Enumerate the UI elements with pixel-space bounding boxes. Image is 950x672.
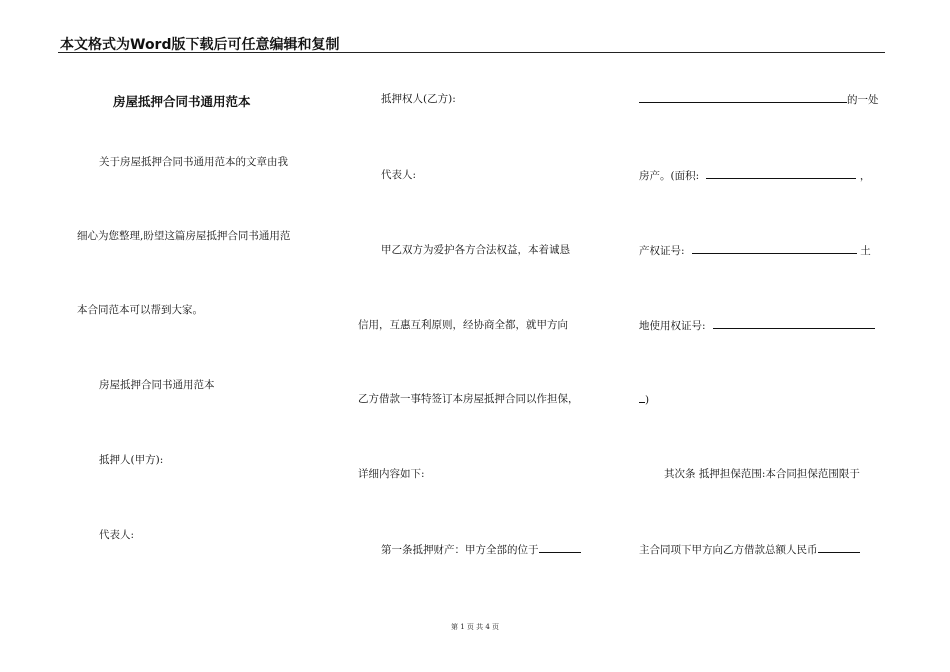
property-address-blank [639, 92, 847, 103]
area-comma: ， [859, 170, 871, 182]
col1-line-5: 抵押人(甲方): [99, 454, 164, 466]
title-deed-label: 产权证号: [639, 245, 685, 257]
col2-line-5: 乙方借款一事特签订本房屋抵押合同以作担保， [358, 393, 579, 405]
col2-line-3: 甲乙双方为爱护各方合法权益，本着诚恳 [381, 244, 570, 256]
col3-line-6: 其次条 抵押担保范围:本合同担保范围限于 [664, 468, 860, 480]
col3-line-5 [639, 392, 649, 407]
title-deed-blank [692, 243, 857, 254]
area-blank [706, 168, 856, 179]
col3-line-4 [639, 318, 875, 333]
col2-line-1: 抵押权人(乙方): [381, 93, 456, 105]
col1-line-6: 代表人: [99, 529, 135, 541]
col1-line-2: 细心为您整理,盼望这篇房屋抵押合同书通用范 [77, 230, 291, 242]
header-divider [58, 52, 885, 53]
col2-line-7 [381, 542, 581, 557]
col2-line-2: 代表人: [381, 169, 417, 181]
land-use-blank [713, 318, 875, 329]
col1-line-4: 房屋抵押合同书通用范本 [99, 379, 215, 391]
col2-line-6: 详细内容如下: [358, 468, 425, 480]
land-use-label: 地使用权证号: [639, 320, 706, 332]
page-footer: 第 1 页 共 4 页 [450, 623, 500, 631]
col2-line-4: 信用，互惠互利原则，经协商全都，就甲方向 [358, 319, 568, 331]
closing-paren: ) [645, 394, 650, 406]
property-location-blank [539, 542, 581, 553]
col3-line-7 [639, 542, 860, 557]
col3-line-3 [639, 243, 871, 258]
document-title: 房屋抵押合同书通用范本 [113, 94, 251, 109]
document-header-title: 本文格式为Word版下载后可任意编辑和复制 [60, 37, 340, 53]
col3-line-2 [639, 168, 870, 183]
land-prefix: 土 [860, 245, 871, 257]
col1-line-1: 关于房屋抵押合同书通用范本的文章由我 [99, 156, 288, 168]
loan-amount-blank [818, 542, 860, 553]
area-label: 房产。(面积: [639, 170, 700, 182]
property-location-label: 第一条抵押财产：甲方全部的位于 [381, 544, 539, 556]
col3-line-1 [639, 92, 879, 107]
loan-amount-label: 主合同项下甲方向乙方借款总额人民币 [639, 544, 818, 556]
property-suffix: 的一处 [847, 94, 879, 106]
col1-line-3: 本合同范本可以帮到大家。 [77, 304, 203, 316]
